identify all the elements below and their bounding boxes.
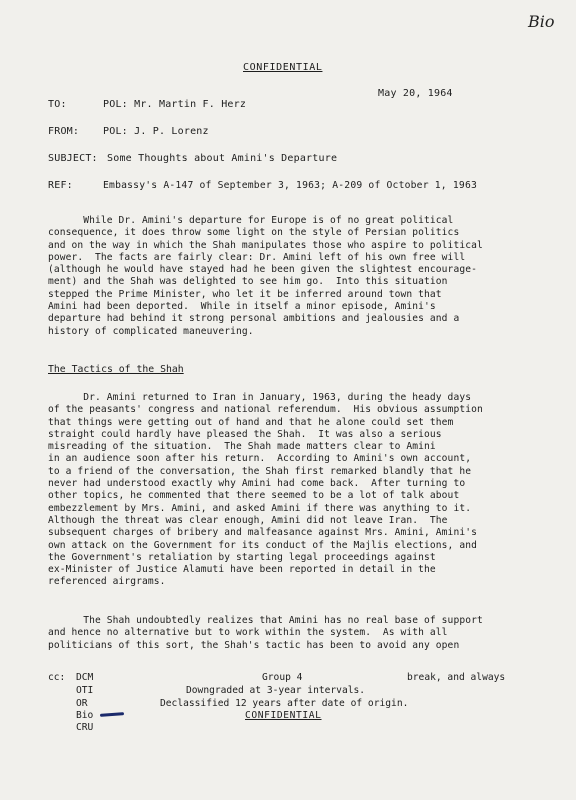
to-value: POL: Mr. Martin F. Herz [103, 99, 247, 110]
subject-label: SUBJECT: [48, 153, 98, 164]
subject-value: Some Thoughts about Amini's Departure [107, 153, 338, 164]
footer-declassify: Declassified 12 years after date of origin. [160, 698, 409, 709]
section-heading: The Tactics of the Shah [48, 364, 184, 375]
cc-item: OR [76, 698, 88, 709]
handwritten-bio-note: Bio [528, 12, 555, 31]
cc-label: cc: [48, 672, 66, 683]
from-value: POL: J. P. Lorenz [103, 126, 209, 137]
classification-top: CONFIDENTIAL [243, 62, 323, 73]
classification-bottom: CONFIDENTIAL [245, 710, 322, 721]
paragraph-closing: The Shah undoubtedly realizes that Amini has no real base of support and hence no alternative but to work within the system. As with all politicians of this sort, the Shah's tactic has been to avoid any open [48, 615, 483, 651]
ref-label: REF: [48, 180, 73, 191]
footer-group: Group 4 [262, 672, 303, 683]
memo-date: May 20, 1964 [378, 88, 453, 99]
paragraph-tactics: Dr. Amini returned to Iran in January, 1963, during the heady days of the peasants' congress and national referendum. His obvious assumption that things were getting out of hand and that he alone could set them straight could hardly have pleased the Shah. It was also a serious misreading of the situation. The Shah made matters clear to Amini in an audience soon after his return. According to Amini's own account, to a friend of the conversation, the Shah first remarked blandly that he never had understood exactly why Amini had come back. After turning to other topics, he commented that there seemed to be a lot of talk about embezzlement by Mrs. Amini, and asked Amini if there was anything to it. Although the threat was clear enough, Amini did not leave Iran. The subsequent charges of bribery and malfeasance against Mrs. Amini, Amini's own attack on the Government for its conduct of the Majlis elections, and the Government's retaliation by starting legal proceedings against ex-Minister of Justice Alamuti have been reported in detail in the referenced airgrams. [48, 392, 483, 588]
footer-continuation: break, and always [407, 672, 506, 683]
ink-mark [100, 712, 124, 717]
footer-downgrade: Downgraded at 3-year intervals. [186, 685, 366, 696]
paragraph-intro: While Dr. Amini's departure for Europe is of no great political consequence, it does throw some light on the style of Persian politics and on the way in which the Shah manipulates those who aspire to political power. The facts are fairly clear: Dr. Amini left of his own free will (although he would have stayed had he been given the slightest encourage- ment) and the Shah was delighted to see him go. Into this situation stepped the Prime Minister, who let it be inferred around town that Amini had been deported. While in itself a minor episode, Amini's departure had behind it strong personal ambitions and jealousies and a history of complicated maneuvering. [48, 215, 483, 337]
from-label: FROM: [48, 126, 80, 137]
to-label: TO: [48, 99, 67, 110]
ref-value: Embassy's A-147 of September 3, 1963; A-209 of October 1, 1963 [103, 180, 478, 191]
cc-item: CRU [76, 722, 94, 733]
cc-item: DCM [76, 672, 94, 683]
cc-item: Bio [76, 710, 94, 721]
cc-item: OTI [76, 685, 94, 696]
